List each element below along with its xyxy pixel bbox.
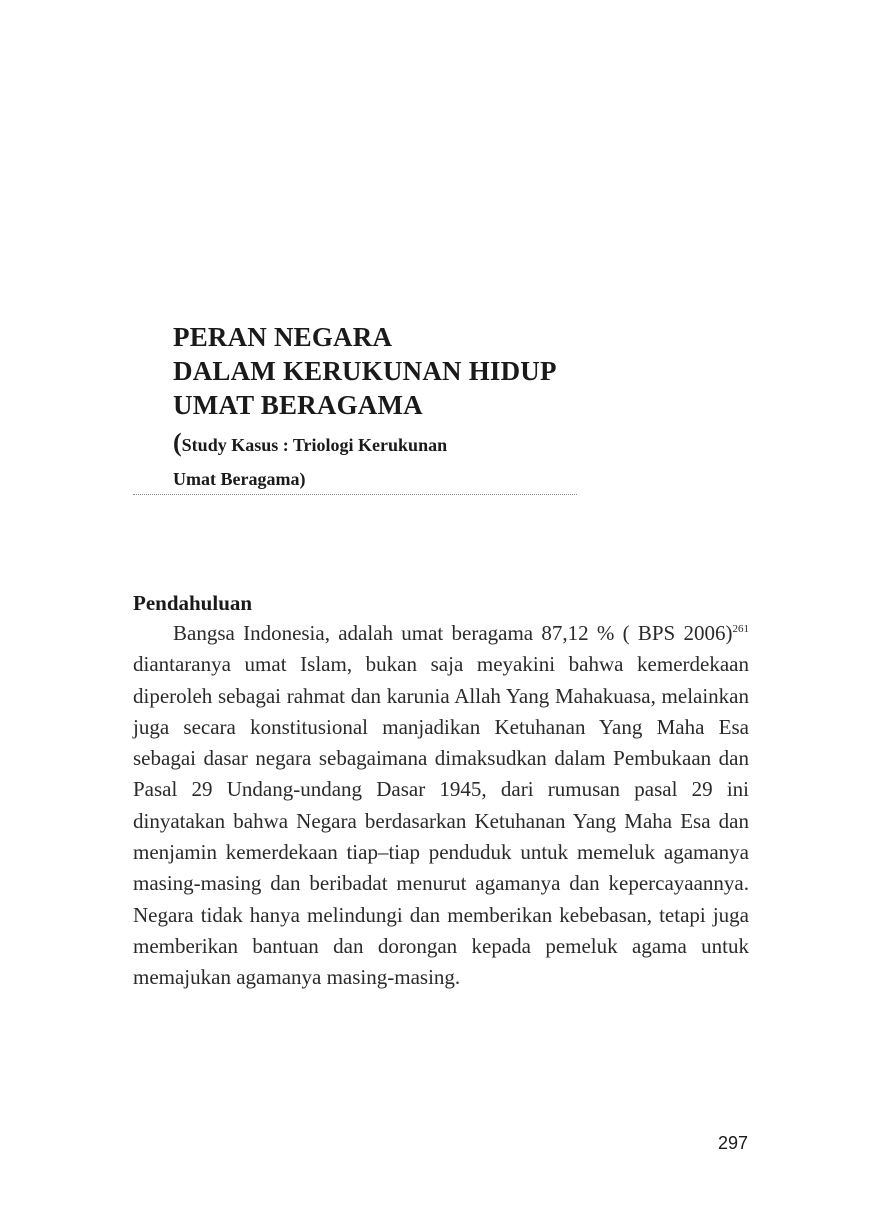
paragraph-text-1: Bangsa Indonesia, adalah umat beragama 87,12 % ( BPS 2006) [173,621,733,645]
chapter-subtitle-line-2: Umat Beragama) [173,469,306,489]
chapter-title-line-1: PERAN NEGARA [173,322,393,352]
section-heading: Pendahuluan [133,591,253,615]
paragraph-text-2: diantaranya umat Islam, bukan saja meyakini bahwa kemerdekaan diperoleh sebagai rahmat dan karunia Allah Yang Mahakuasa, melainkan juga secara konstitusional manjadikan Ketuhanan Yang Maha Esa sebagai dasar negara sebagaimana dimaksudkan dalam Pembukaan dan Pasal 29 Undang-undang Dasar 1945, dari rumusan pasal 29 ini dinyatakan bahwa Negara berdasarkan Ketuhanan Yang Maha Esa dan menjamin kemerdekaan tiap–tiap penduduk untuk memeluk agamanya masing-masing dan beribadat menurut agamanya dan kepercayaannya. Negara tidak hanya melindungi dan memberikan kebebasan, tetapi juga memberikan bantuan dan dorongan kepada pemeluk agama untuk memajukan agamanya masing-masing. [133,652,749,990]
chapter-title-line-3: UMAT BERAGAMA [173,390,423,420]
page-number: 297 [717,1133,748,1153]
chapter-subtitle-line-1 [173,426,593,462]
section-introduction [133,588,749,994]
footnote-reference[interactable]: 261 [732,623,749,635]
chapter-title-block [173,320,593,496]
title-divider [133,494,577,495]
chapter-title-line-2: DALAM KERUKUNAN HIDUP [173,356,557,386]
chapter-subtitle [173,426,593,496]
subtitle-open-paren: ( [173,428,182,457]
body-paragraph [133,618,749,994]
subtitle-text-1: Study Kasus : Triologi Kerukunan [181,435,448,455]
